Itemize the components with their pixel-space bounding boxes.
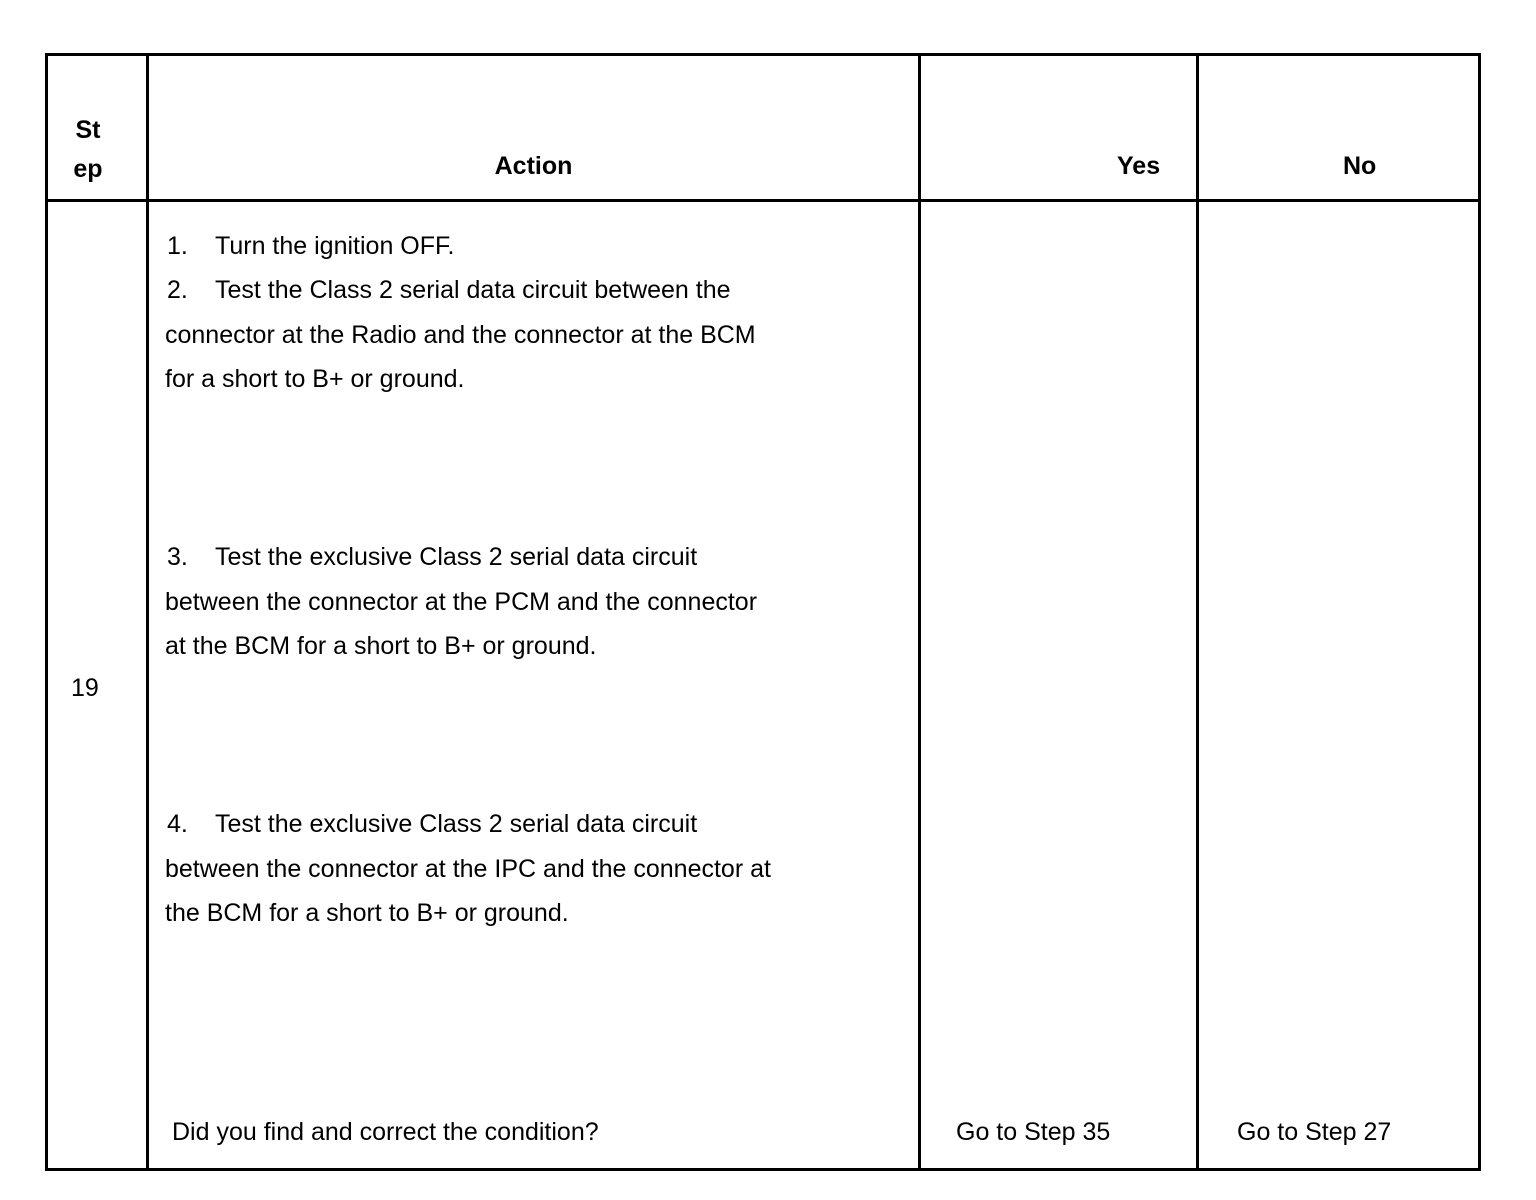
column-divider-yes-no [1196, 53, 1199, 1171]
question-text: Did you find and correct the condition? [172, 1118, 599, 1146]
action-item-line: between the connector at the IPC and the connector at [165, 854, 771, 883]
header-step-line1: St [75, 116, 101, 144]
header-action: Action [494, 152, 573, 180]
action-item-line [165, 224, 454, 269]
action-item-line [165, 802, 771, 847]
header-no: No [1343, 152, 1377, 180]
action-item-3 [165, 535, 757, 669]
action-item-line: at the BCM for a short to B+ or ground. [165, 632, 597, 660]
action-item-line: the BCM for a short to B+ or ground. [165, 899, 569, 927]
table-border-right [1478, 53, 1481, 1171]
no-result: Go to Step 27 [1237, 1118, 1392, 1146]
header-step-line2: ep [73, 155, 103, 183]
header-step [65, 111, 111, 189]
table-border-top [45, 53, 1481, 56]
column-divider-action-yes [918, 53, 921, 1171]
action-item-line: between the connector at the PCM and the connector [165, 587, 758, 616]
action-item-text: Turn the ignition OFF. [215, 232, 455, 260]
action-item-line: connector at the Radio and the connector at the BCM [165, 320, 756, 349]
action-item-number: 4. [167, 810, 188, 838]
table-border-left [45, 53, 48, 1171]
header-divider [45, 199, 1481, 202]
action-item-1 [165, 224, 454, 269]
header-yes: Yes [1117, 152, 1161, 180]
action-item-4 [165, 802, 771, 936]
diagnostic-step-table [45, 53, 1481, 1171]
column-divider-step-action [146, 53, 149, 1171]
action-item-number: 3. [167, 543, 188, 571]
action-item-text: Test the Class 2 serial data circuit between the [215, 276, 731, 304]
yes-result: Go to Step 35 [956, 1118, 1111, 1146]
action-item-line [165, 268, 756, 313]
action-item-line: for a short to B+ or ground. [165, 365, 465, 393]
table-border-bottom [45, 1168, 1481, 1171]
action-item-number: 1. [167, 232, 188, 260]
step-number: 19 [71, 674, 99, 702]
action-item-text: Test the exclusive Class 2 serial data circuit [215, 810, 698, 838]
action-item-number: 2. [167, 276, 188, 304]
action-item-text: Test the exclusive Class 2 serial data circuit [215, 543, 698, 571]
action-item-2 [165, 268, 756, 402]
action-item-line [165, 535, 757, 580]
